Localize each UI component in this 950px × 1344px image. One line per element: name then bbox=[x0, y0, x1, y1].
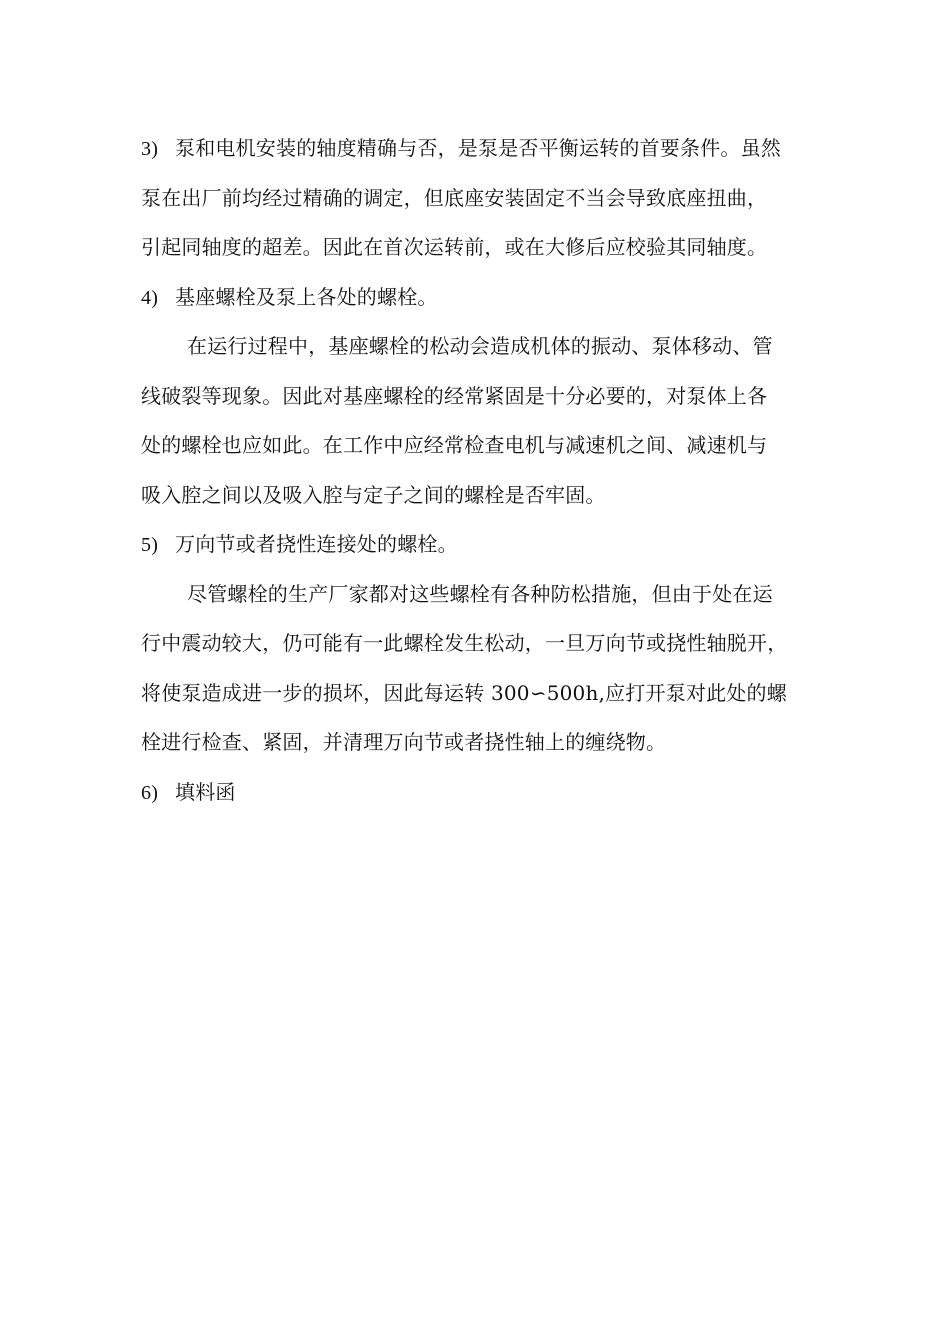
section-5-number: 5) bbox=[141, 534, 159, 556]
section-6-heading: 填料函 bbox=[175, 779, 236, 804]
section-4-heading: 基座螺栓及泵上各处的螺栓。 bbox=[175, 284, 438, 309]
section-4-number: 4) bbox=[141, 286, 159, 309]
section-6-heading-line bbox=[141, 768, 813, 818]
section-4-paragraph-line-1: 在运行过程中，基座螺栓的松动会造成机体的振动、泵体移动、管 bbox=[187, 334, 773, 358]
document-body bbox=[141, 124, 813, 817]
section-3-line-1 bbox=[141, 124, 813, 174]
section-3-number: 3) bbox=[141, 138, 159, 160]
section-4-paragraph-line-2: 线破裂等现象。因此对基座螺栓的经常紧固是十分必要的，对泵体上各 bbox=[141, 383, 768, 408]
section-5-heading: 万向节或者挠性连接处的螺栓。 bbox=[175, 532, 458, 556]
section-4-paragraph-line-4: 吸入腔之间以及吸入腔与定子之间的螺栓是否牢固。 bbox=[141, 482, 606, 507]
section-3-text-line-2: 泵在出厂前均经过精确的调定，但底座安装固定不当会导致底座扭曲， bbox=[141, 185, 768, 210]
section-5-paragraph-line-3: 将使泵造成进一步的损坏，因此每运转 300∽500h,应打开泵对此处的螺 bbox=[141, 680, 787, 705]
section-3-text-line-3: 引起同轴度的超差。因此在首次运转前，或在大修后应校验其同轴度。 bbox=[141, 235, 768, 259]
section-6-number: 6) bbox=[141, 781, 159, 804]
section-5-heading-line bbox=[141, 520, 813, 570]
section-5-paragraph-line-2: 行中震动较大，仍可能有一此螺栓发生松动，一旦万向节或挠性轴脱开， bbox=[141, 631, 788, 655]
section-4-heading-line bbox=[141, 273, 813, 323]
section-5-paragraph-line-4: 栓进行检查、紧固，并清理万向节或者挠性轴上的缠绕物。 bbox=[141, 730, 667, 754]
section-5-paragraph-line-1: 尽管螺栓的生产厂家都对这些螺栓有各种防松措施，但由于处在运 bbox=[187, 581, 773, 606]
section-3-text-line-1: 泵和电机安装的轴度精确与否，是泵是否平衡运转的首要条件。虽然 bbox=[175, 136, 781, 160]
section-4-paragraph-line-3: 处的螺栓也应如此。在工作中应经常检查电机与减速机之间、减速机与 bbox=[141, 433, 768, 457]
